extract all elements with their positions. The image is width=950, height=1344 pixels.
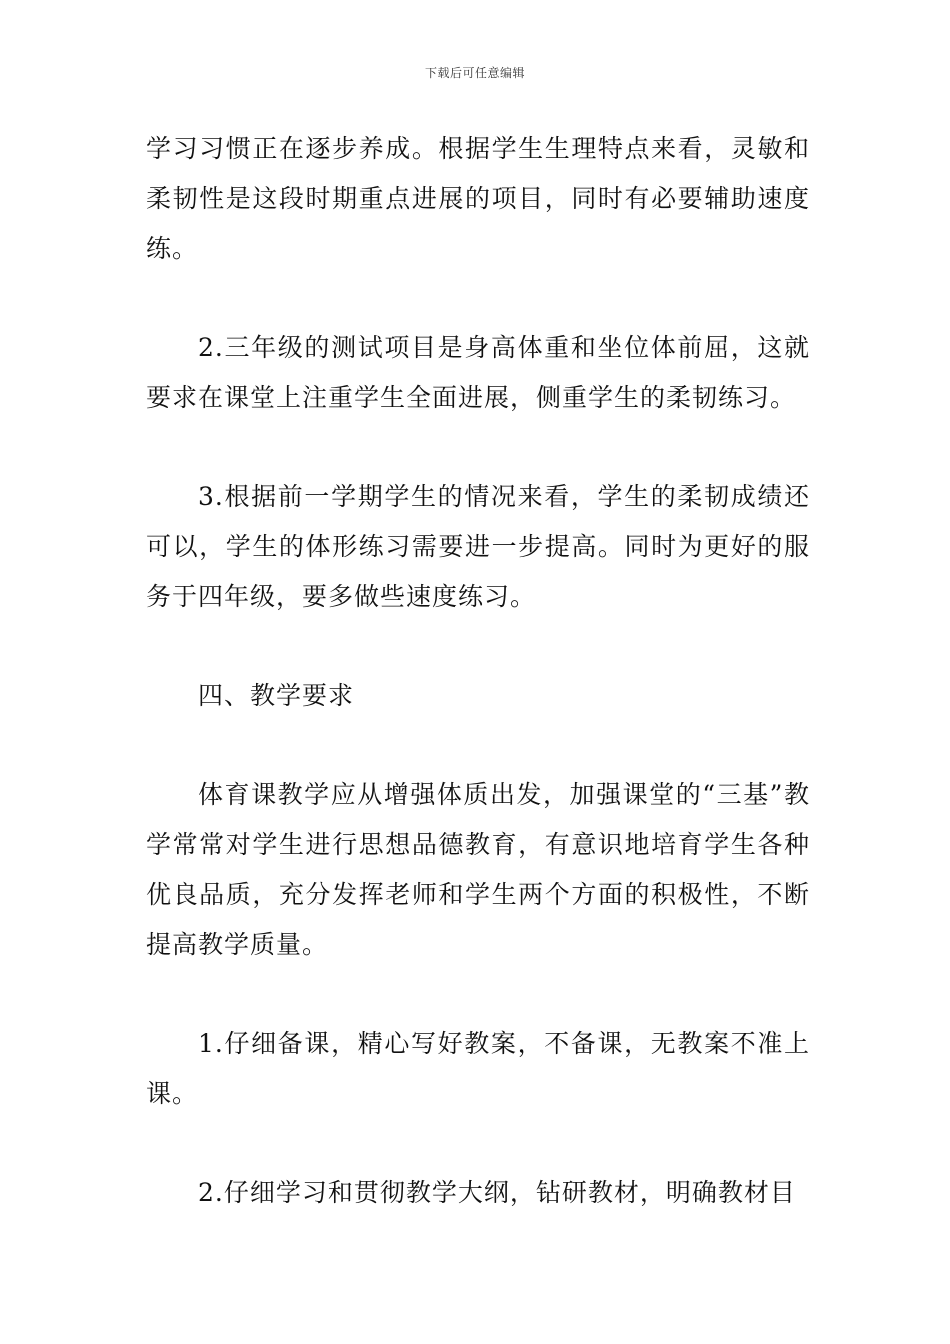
section-heading: 四、教学要求: [198, 681, 355, 710]
paragraph-item-2: 2.三年级的测试项目是身高体重和坐位体前屈，这就要求在课堂上注重学生全面进展，侧重学生的柔韧练习。: [146, 333, 810, 412]
document-body: [146, 124, 810, 1218]
paragraph-item-3: 3.根据前一学期学生的情况来看，学生的柔韧成绩还可以，学生的体形练习需要进一步提高。同时为更好的服务于四年级，要多做些速度练习。: [146, 482, 810, 611]
paragraph-continuation: 学习习惯正在逐步养成。根据学生生理特点来看，灵敏和柔韧性是这段时期重点进展的项目，同时有必要辅助速度练。: [146, 134, 810, 263]
paragraph-requirement-2: 2.仔细学习和贯彻教学大纲，钻研教材，明确教材目: [198, 1178, 796, 1207]
paragraph-requirement-1: 1.仔细备课，精心写好教案，不备课，无教案不准上课。: [146, 1029, 810, 1108]
page-header: 下载后可任意编辑: [424, 66, 525, 80]
paragraph-requirements-intro: 体育课教学应从增强体质出发，加强课堂的“三基”教学常常对学生进行思想品德教育，有意识地培育学生各种优良品质，充分发挥老师和学生两个方面的积极性，不断提高教学质量。: [146, 780, 810, 959]
